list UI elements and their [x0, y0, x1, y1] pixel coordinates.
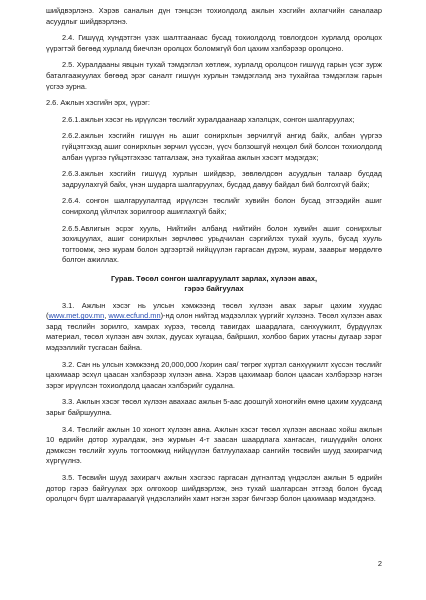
paragraph-continuation: шийдвэрлэнэ. Хэрэв саналын дүн тэнцсэн тохиолдолд ажлын хэсгийн ахлагчийн саналаар асуудлыг шийдвэрлэнэ.	[46, 6, 382, 26]
paragraph-2-6-3: 2.6.3.ажлын хэсгийн гишүүд хурлын шийдвэр, зөвлөлдсөн асуудлын талаар бусдад задруулахгүй байх, үнэн шударга шалгаруулах, бусдад давуу байдал бий болгохгүй байх;	[62, 169, 382, 189]
paragraph-2-4: 2.4. Гишүүд хүндэтгэн үзэх шалтгаанаас бусад тохиолдолд товлогдсон хурлалд оролцох үүрэгтэй бөгөөд хурлалд биечлэн оролцох боломжгүй бол цахим хэлбэрээр оролцоно.	[46, 33, 382, 53]
paragraph-2-6-4: 2.6.4. сонгон шалгаруулалтад ирүүлсэн төслийг хувийн болон бусад этгээдийн ашиг сонирхолд үйлчлэх зорилгоор ашиглахгүй байх;	[62, 196, 382, 216]
paragraph-2-6: 2.6. Ажлын хэсгийн эрх, үүрэг:	[46, 98, 150, 108]
paragraph-2-5: 2.5. Хуралдааны явцын тухай тэмдэглэл хөтлөж, хурлалд оролцсон гишүүд гарын үсэг зурж баталгаажуулах бөгөөд эрэг саналт гишүүн хурлын тэмдэглэлд энэ тухайгаа тэмдэглэж гарын үсгээ зурна.	[46, 60, 382, 91]
link-ecfund-mn[interactable]: www.ecfund.mn	[108, 311, 161, 321]
paragraph-3-1-text-start: 3.1. Ажлын хэсэг нь улсын хэмжээнд төсөл хүлээн авах зарыг цахим хуудас (	[46, 300, 382, 321]
link-met-gov-mn[interactable]: www.met.gov.mn	[48, 311, 105, 321]
page-number: 2	[377, 559, 382, 569]
paragraph-3-5: 3.5. Төсвийн шууд захирагч ажлын хэсгээс гаргасан дүгнэлтэд үндэслэн ажлын 5 өдрийн дотор гэрээ байгуулах эрх олгохоор шийдвэрлэж, энэ тухай шалгарсан этгээд болон бусад оролцогч бүрт шалгарааагүй үндэслэлийн хамт нэгэн зэрэг бичгээр болон цахимаар мэдэгдэнэ.	[46, 473, 382, 504]
paragraph-2-6-2: 2.6.2.ажлын хэсгийн гишүүн нь ашиг сонирхлын зөрчилгүй ангид байх, албан үүргээ гүйцэтгэхэд ашиг сонирхлын зөрчил үүссэн, үүсч болзошгүй нөхцөл бий болсон тохиолдолд албан үүргээ гүйцэтгэхээс татгалзаж, энэ тухайгаа ажлын хэсэгт мэдэгдэх;	[62, 131, 382, 162]
section-3-heading	[46, 274, 382, 295]
paragraph-3-1	[46, 301, 382, 354]
paragraph-3-4: 3.4. Төслийг ажлын 10 хоногт хүлээн авна. Ажлын хэсэг төсөл хүлээн авснаас хойш ажлын 10 өдрийн дотор хуралдаж, энэ журмын 4-т заасан шаардлага хангасан, гишүүдийн олонх дэмжсэн төслийг хууль тогтоомжид нийцүүлэн батлуулахаар сангийн төсвийн шууд захирагчид хүргүүлнэ.	[46, 424, 382, 466]
paragraph-3-1-text-end: )-нд олон нийтэд мэдээллэх үүргийг хүлээнэ. Төсөл хүлээн авах зард төслийн зорилго, хамрах хүрээ, төсөлд тавигдах шаардлага, санхүүжилт, бүрдүүлэх материал, төсөл хүлээн авч эхлэх, дуусах хугацаа, байршил, холбоо барих утасны дугаар зэрэг мэдээллийг тусгасан байна.	[46, 311, 382, 353]
paragraph-2-6-5: 2.6.5.Авлигын эсрэг хууль, Нийтийн албанд нийтийн болон хувийн ашиг сонирхлыг зохицуулах, ашиг сонирхлын зөрчлөөс урьдчилан сэргийлэх тухай хууль, бусад хууль тогтоомж, энэ журам болон эдгээртэй нийцүүлэн гаргасан дүрэм, журам, зааврыг мөрдөлгө болгон ажиллах.	[62, 223, 382, 265]
paragraph-3-2: 3.2. Сан нь улсын хэмжээнд 20,000,000 /хорин сая/ төгрөг хүртэл санхүүжилт хүссэн төслийг цахимаар эсхүл цаасан хэлбэрээр хүлээн авна. Хэрэв цахимаар болон цаасан хэлбэрээр нэгэн зэрэг ирүүлсэн тохиолдолд цаасан хэлбэрийг судална.	[46, 359, 382, 390]
section-3-title-line1: Гурав. Төсөл сонгон шалгаруулалт зарлах, хүлээн авах,	[110, 273, 318, 283]
paragraph-2-6-1: 2.6.1.ажлын хэсэг нь ирүүлсэн төслийг хуралдаанаар хэлэлцэх, сонгон шалгаруулах;	[62, 114, 355, 124]
section-3-title-line2: гэрээ байгуулах	[184, 284, 244, 294]
paragraph-3-3: 3.3. Ажлын хэсэг төсөл хүлээн авахаас ажлын 5-аас доошгүй хоногийн өмнө цахим хуудсанд зарыг байршуулна.	[46, 397, 382, 418]
link-separator: ,	[104, 311, 109, 321]
